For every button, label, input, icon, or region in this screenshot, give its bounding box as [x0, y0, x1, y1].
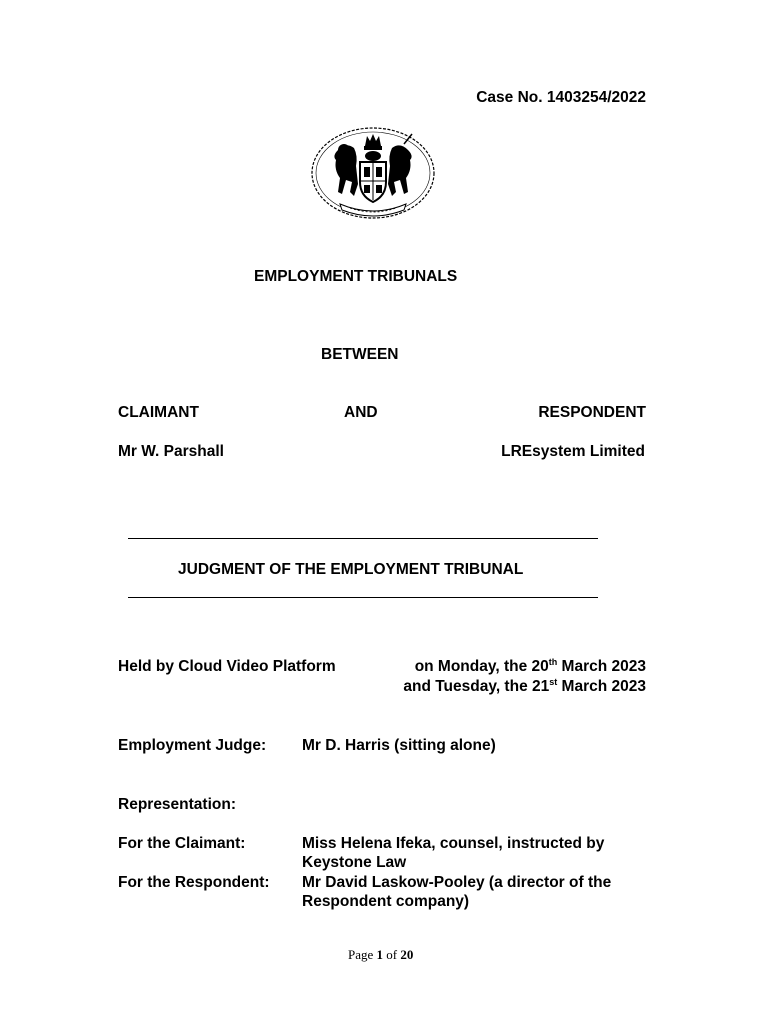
royal-coat-of-arms-icon [310, 126, 436, 220]
judge-label: Employment Judge: [118, 737, 267, 754]
hearing-date-1: on Monday, the 20th March 2023 [414, 656, 646, 675]
judgment-title: JUDGMENT OF THE EMPLOYMENT TRIBUNAL [178, 561, 524, 578]
held-by: Held by Cloud Video Platform [118, 658, 336, 675]
respondent-rep-line1: Mr David Laskow-Pooley (a director of the [302, 874, 612, 891]
claimant-rep-line2: Keystone Law [302, 854, 407, 871]
and-label: AND [344, 404, 378, 421]
respondent-name: LREsystem Limited [501, 443, 645, 460]
tribunal-title: EMPLOYMENT TRIBUNALS [254, 268, 458, 285]
case-number: Case No. 1403254/2022 [476, 89, 646, 106]
respondent-label: RESPONDENT [538, 404, 646, 421]
representation-heading: Representation: [118, 796, 236, 813]
between-label: BETWEEN [321, 346, 399, 363]
divider-top [128, 538, 598, 539]
hearing-date-2: and Tuesday, the 21st March 2023 [403, 676, 646, 695]
divider-bottom [128, 597, 598, 598]
respondent-rep-line2: Respondent company) [302, 893, 470, 910]
claimant-label: CLAIMANT [118, 404, 199, 421]
page-footer: Page 1 of 20 [348, 947, 414, 962]
claimant-name: Mr W. Parshall [118, 443, 224, 460]
claimant-rep-line1: Miss Helena Ifeka, counsel, instructed by [302, 835, 605, 852]
claimant-rep-label: For the Claimant: [118, 835, 246, 852]
judge-value: Mr D. Harris (sitting alone) [302, 737, 496, 754]
respondent-rep-label: For the Respondent: [118, 874, 270, 891]
